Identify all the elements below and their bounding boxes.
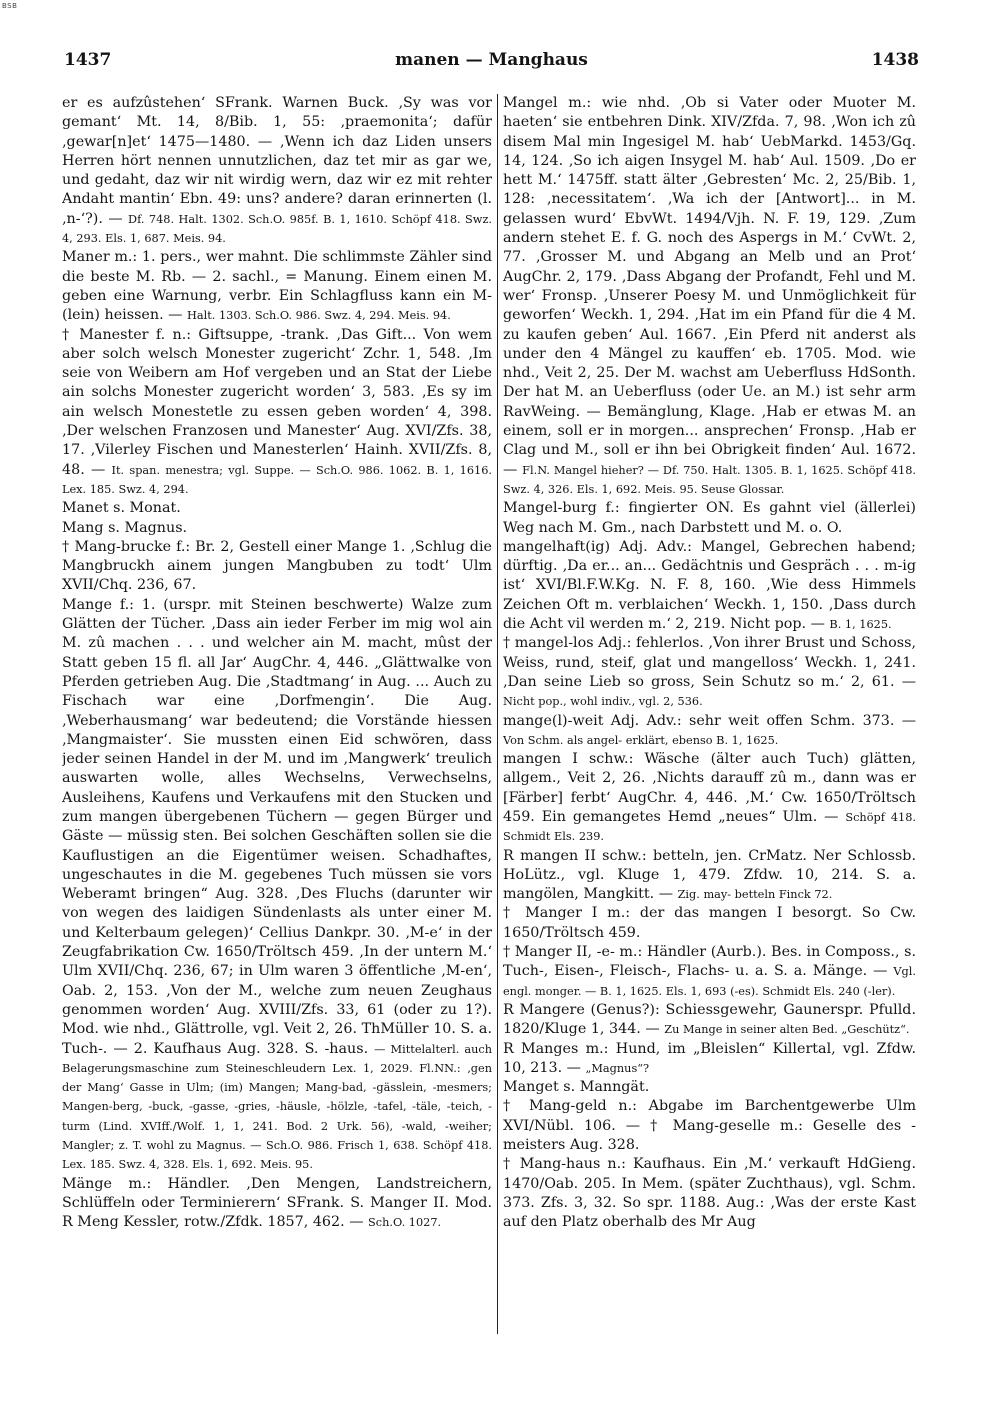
dictionary-entry	[62, 94, 492, 248]
dictionary-entry	[503, 1040, 916, 1079]
entry-references: Schöpf 418. Schmidt Els. 239.	[503, 810, 916, 844]
dictionary-entry	[503, 943, 916, 1001]
entry-text: mangen I schw.: Wäsche (älter auch Tuch) glätten, allgem., Veit 2, 26. ‚Nichts darauff zû m., dann was er [Färber] ferbt‘ AugChr. 4, 446. ‚M.‘ Cw. 1650/Tröltsch 459. Ein gemangetes Hemd „neues“ Ulm. —	[503, 751, 916, 825]
entry-references: Zig. may- betteln Finck 72.	[677, 888, 833, 902]
entry-text: Manget s. Manngät.	[503, 1079, 650, 1096]
entry-references: — Mittelalterl. auch Belagerungsmaschine zum Steineschleudern Lex. 1, 2029. Fl.NN.: ‚gen der Mang‘ Gasse in Ulm; (im) Mangen; Mang-bad, -gässlein, -mesmers; Mangen-berg, -buck, -gasse, -gries, -häusle, -hölzle, -tafel, -täle, -teich, -turm (Lind. XVIff./Wolf. 1, 1, 241. Bod. 2 Urk. 56), -wald, -weiher; Mangler; z. T. wohl zu Magnus. — Sch.O. 986. Frisch 1, 638. Schöpf 418. Lex. 185. Swz. 4, 328. Els. 1, 692. Meis. 95.	[62, 1042, 492, 1172]
entry-references: Nicht pop., wohl indiv., vgl. 2, 536.	[503, 695, 703, 709]
dictionary-entry	[62, 499, 492, 518]
entry-references: Vgl. engl. monger. — B. 1, 1625. Els. 1, 693 (-es). Schmidt Els. 240 (-ler).	[503, 965, 916, 998]
dictionary-entry	[503, 904, 916, 943]
entry-references: B. 1, 1625.	[829, 618, 892, 632]
dictionary-entry	[503, 847, 916, 905]
running-title: manen — Manghaus	[395, 50, 588, 70]
dictionary-entry	[503, 94, 916, 499]
entry-text: Mang s. Magnus.	[62, 519, 188, 536]
library-stamp: BSB	[2, 2, 18, 10]
entry-text: mangelhaft(ig) Adj. Adv.: Mangel, Gebrechen habend; dürftig. ‚Da er... an... Gedächtnis und Gespräch . . . m-ig ist‘ XVI/Bl.F.W.Kg. N. F. 8, 160. ‚Wie dess Himmels Zeichen Oft m. verblaichen‘ Weckh. 1, 150. ‚Dass durch die Acht vil werden m.‘ 2, 219. Nicht pop. —	[503, 538, 916, 633]
entry-text: Mangel-burg f.: fingierter ON. Es gahnt viel (ällerlei) Weg nach M. Gm., nach Darbstett und M. o. O.	[503, 500, 916, 536]
entry-text: mange(l)-weit Adj. Adv.: sehr weit offen Schm. 373. —	[503, 712, 916, 729]
left-column	[62, 94, 492, 1414]
dictionary-entry	[503, 499, 916, 538]
dictionary-entry	[503, 750, 916, 846]
entry-text: † mangel-los Adj.: fehlerlos. ‚Von ihrer Brust und Schoss, Weiss, rund, steif, glat und mangelloss‘ Weckh. 1, 241. ‚Dan seine Lieb so gross, Sein Schutz so m.‘ 2, 61. —	[503, 635, 916, 690]
dictionary-entry	[62, 596, 492, 1175]
dictionary-entry	[503, 634, 916, 711]
dictionary-entry	[503, 712, 916, 751]
left-page-number: 1437	[64, 50, 112, 70]
dictionary-entry	[503, 1001, 916, 1040]
entry-text: R Manges m.: Hund, im „Bleislen“ Killertal, vgl. Zfdw. 10, 213. —	[503, 1040, 916, 1076]
right-column	[503, 94, 916, 1414]
entry-text: er es aufzûstehen‘ SFrank. Warnen Buck. ‚Sy was vor gemant‘ Mt. 14, 8/Bib. 1, 55: ‚praemonita‘; dafür ‚gewar[n]et‘ 1475—1480. — ‚Wenn ich daz Liden unsers Herren hört nennen unnutzlichen, daz tet mir as gar we, und gedaht, daz wir nit wirdig wern, daz wir ez mit rehter Andaht mantin‘ Ebn. 49: uns? andere? daran erinnerten (l. ‚n-‘?). —	[62, 95, 492, 227]
entry-text: Mänge m.: Händler. ‚Den Mengen, Landstreichern, Schlüffeln oder Terminierern‘ SFrank. S. Manger II. Mod. R Meng Kessler, rotw./Zfdk. 1857, 462. —	[62, 1175, 492, 1231]
entry-text: † Manester f. n.: Giftsuppe, -trank. ‚Das Gift... Von wem aber solch welsch Monester zugericht‘ Zchr. 1, 548. ‚Im seie von Weibern am Hof vergeben und an Stat der Liebe ain solchs Monester zugericht worden‘ 3, 583. ‚Es sy im ain welsch Monestetle zu essen geben worden‘ 4, 398. ‚Der welschen Franzosen und Manester‘ Aug. XVI/Zfs. 38, 17. ‚Vilerley Fischen und Manesterlen‘ Hainh. XVII/Zfs. 8, 48. —	[62, 326, 492, 478]
entry-text: Manet s. Monat.	[62, 500, 181, 517]
dictionary-entry	[62, 1175, 492, 1233]
dictionary-entry	[62, 326, 492, 500]
dictionary-entry	[62, 538, 492, 596]
entry-text: † Mang-geld n.: Abgabe im Barchentgewerbe Ulm XVI/Nübl. 106. — † Mang-geselle m.: Geselle des -meisters Aug. 328.	[503, 1098, 916, 1154]
page-header	[64, 50, 919, 72]
dictionary-entry	[503, 1097, 916, 1155]
entry-text: † Manger II, -e- m.: Händler (Aurb.). Bes. in Composs., s. Tuch-, Eisen-, Fleisch-, Flachs- u. a. S. a. Mänge. —	[503, 944, 916, 980]
entry-references: Sch.O. 1027.	[368, 1216, 442, 1230]
dictionary-entry	[503, 1078, 916, 1097]
entry-references: It. span. menestra; vgl. Suppe. — Sch.O. 986. 1062. B. 1, 1616. Lex. 185. Swz. 4, 294.	[62, 463, 492, 496]
entry-references: Von Schm. als angel- erklärt, ebenso B. 1, 1625.	[503, 733, 779, 747]
column-divider	[497, 94, 498, 1334]
entry-text: † Mang-brucke f.: Br. 2, Gestell einer Mange 1. ‚Schlug die Mangbruckh ainem jungen Mangbuben zu todt‘ Ulm XVII/Chq. 236, 67.	[62, 538, 492, 594]
entry-text: Mangel m.: wie nhd. ‚Ob si Vater oder Muoter M. haeten‘ sie entbehren Dink. XIV/Zfda. 7, 98. ‚Won ich zû disem Mal min Ingesigel M. hab‘ UebMarkd. 1453/Gq. 14, 124. ‚So ich aigen Insygel M. hab‘ Aul. 1509. ‚Do er hett M.‘ 1475ff. statt älter ‚Gebresten‘ Mc. 2, 25/Bib. 1, 128: ‚necessitatem‘. ‚Wa ich der [Antwort]... in M. gelassen wurd‘ EbvWt. 1494/Vjh. N. F. 19, 129. ‚Zum andern stehet E. f. G. noch des Aspergs in M.‘ CvWt. 2, 77. ‚Grosser M. und Abgang an Melb und an Prot‘ AugChr. 2, 179. ‚Dass Abgang der Profandt, Fehl und M. wer‘ Fronsp. ‚Unserer Poesy M. und Unmöglichkeit für geworfen‘ Weckh. 1, 294. ‚Hat im ein Pfand für die 4 M. zu kaufen geben‘ Aul. 1667. ‚Ein Pferd nit anderst als under den 4 Mängel zu kauffen‘ eb. 1705. Mod. wie nhd., Veit 2, 25. Der M. wachst am Ueberfluss HdSonth. Der hat M. an Ueberfluss (oder Ue. an M.) ist sehr arm RavWeing. — Bemänglung, Klage. ‚Hab er etwas M. an einem, soll er in morgen... ansprechen‘ Fronsp. ‚Hab er Clag und M., soll er ihn bei Obrigkeit finden‘ Aul. 1672. —	[503, 95, 916, 478]
dictionary-entry	[62, 248, 492, 325]
entry-references: Df. 748. Halt. 1302. Sch.O. 985f. B. 1, 1610. Schöpf 418. Swz. 4, 293. Els. 1, 687. Meis. 94.	[62, 212, 492, 246]
entry-references: „Magnus“?	[585, 1061, 650, 1075]
right-page-number: 1438	[871, 50, 919, 70]
entry-text: † Manger I m.: der das mangen I besorgt. So Cw. 1650/Tröltsch 459.	[503, 905, 916, 941]
dictionary-entry	[62, 519, 492, 538]
entry-references: Halt. 1303. Sch.O. 986. Swz. 4, 294. Meis. 94.	[187, 309, 451, 323]
dictionary-entry	[503, 1155, 916, 1232]
entry-text: Mange f.: 1. (urspr. mit Steinen beschwerte) Walze zum Glätten der Tücher. ‚Dass ain ieder Ferber im mig wol ain M. zû machen . . . und welcher ain M. macht, mûst der Statt geben 15 fl. all Jar‘ AugChr. 4, 446. „Glättwalke von Pferden getrieben Aug. Die ‚Stadtmang‘ in Aug. ... Auch zu Fischach war eine ‚Dorfmengin‘. Die Aug. ‚Weberhausmang‘ war bedeutend; die Vorstände hiessen ‚Mangmaister‘. Sie mussten einen Eid schwören, dass jeder seinen Handel in der M. und im ‚Mangwerk‘ treulich auswarten wolle, alles Wechselns, Verwechselns, Ausleihens, Kaufens und Verkaufens mit den Stucken und zum mangen übergebenen Tüchern — gegen Bürger und Gäste — müssig sten. Bei solchen Geschäften sollen sie die Kauflustigen an die Eigentümer weisen. Schadhaftes, ungeschautes in die M. gegebenes Tuch müssen sie vors Weberamt bringen“ Aug. 328. ‚Des Fluchs (darunter wir von wegen des laidigen Sündenlasts als unter einer M. und Kelterbaum gelegen)‘ Cellius Dankpr. 30. ‚M-e‘ in der Zeugfabrikation Cw. 1650/Tröltsch 459. ‚In der untern M.‘ Ulm XVII/Chq. 236, 67; in Ulm waren 3 öffentliche ‚M-en‘, Oab. 2, 153. ‚Von der M., welche zum neuen Zeughaus genommen worden‘ Aug. XVIII/Zfs. 33, 61 (oder zu 1?). Mod. wie nhd., Glättrolle, vgl. Veit 2, 26. ThMüller 10. S. a. Tuch-. — 2. Kaufhaus Aug. 328. S. -haus.	[62, 596, 492, 1057]
entry-references: Fl.N. Mangel hieher? — Df. 750. Halt. 1305. B. 1, 1625. Schöpf 418. Swz. 4, 326. Els. 1, 692. Meis. 95. Seuse Glossar.	[503, 463, 916, 496]
entry-references: Zu Mange in seiner alten Bed. „Geschütz“.	[664, 1023, 910, 1037]
entry-text: Maner m.: 1. pers., wer mahnt. Die schlimmste Zähler sind die beste M. Rb. — 2. sachl., = Manung. Einem einen M. geben eine Warnung, verbr. Ein Schlagfluss kann ein M-(lein) heissen. —	[62, 249, 492, 324]
entry-text: R mangen II schw.: betteln, jen. CrMatz. Ner Schlossb. HoLütz., vgl. Kluge 1, 479. Zfdw. 10, 214. S. a. mangölen, Mangkitt. —	[503, 847, 916, 903]
entry-text: † Mang-haus n.: Kaufhaus. Ein ‚M.‘ verkauft HdGieng. 1470/Oab. 205. In Mem. (später Zuchthaus), vgl. Schm. 373. Zfs. 3, 32. So spr. 1188. Aug.: ‚Was der erste Kast auf den Platz oberhalb des Mr Aug	[503, 1156, 916, 1231]
dictionary-entry	[503, 538, 916, 634]
entry-text: R Mangere (Genus?): Schiessgewehr, Gaunerspr. Pfulld. 1820/Kluge 1, 344. —	[503, 1001, 916, 1038]
